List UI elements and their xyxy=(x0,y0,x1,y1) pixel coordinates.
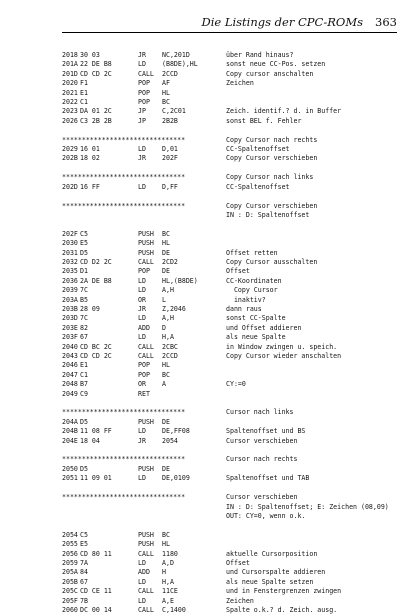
separator-stars: ******************************* xyxy=(62,173,186,182)
comment: aktuelle Cursorposition xyxy=(226,549,318,558)
page-number: 363 xyxy=(375,15,397,29)
opcode-bytes: DA 01 2C xyxy=(80,107,112,116)
mnemonic: JR xyxy=(138,154,146,163)
opcode-bytes: C5 xyxy=(80,229,88,238)
operand: H,A xyxy=(162,333,174,342)
mnemonic: LD xyxy=(138,596,146,605)
operand: Z,2046 xyxy=(162,304,186,313)
opcode-bytes: CD CD 2C xyxy=(80,69,112,78)
comment: Offset retten xyxy=(226,248,278,257)
comment: Zeichen xyxy=(226,596,254,605)
operand: 2054 xyxy=(162,436,178,445)
opcode-bytes: DC 00 14 xyxy=(80,605,112,614)
code-line xyxy=(62,230,402,239)
operand: BC xyxy=(162,98,170,107)
code-line xyxy=(62,361,402,370)
code-line xyxy=(62,597,402,606)
opcode-bytes: 7C xyxy=(80,314,88,323)
operand: (B8DE),HL xyxy=(162,60,198,69)
assembly-listing xyxy=(62,51,402,615)
address: 202B xyxy=(62,154,78,163)
note-text: IN : D: Spaltenoffset; E: Zeichen (08,09) xyxy=(226,502,389,511)
mnemonic: LD xyxy=(138,474,146,483)
opcode-bytes: CD BC 2C xyxy=(80,342,112,351)
running-title: Die Listings der CPC-ROMs xyxy=(201,15,363,29)
comment: Zeichen xyxy=(226,79,254,88)
operand: 202F xyxy=(162,154,178,163)
section-heading: Copy Cursor nach rechts xyxy=(226,135,318,144)
address: 201D xyxy=(62,69,78,78)
mnemonic: LD xyxy=(138,558,146,567)
address: 2035 xyxy=(62,267,78,276)
mnemonic: JR xyxy=(138,51,146,59)
code-line xyxy=(62,183,402,192)
code-line xyxy=(62,333,402,342)
comment: Cursor verschieben xyxy=(226,436,298,445)
section-separator xyxy=(62,408,402,417)
blank-line xyxy=(62,164,402,173)
blank-line xyxy=(62,399,402,408)
address: 2047 xyxy=(62,370,78,379)
separator-stars: ******************************* xyxy=(62,408,186,417)
operand: DE xyxy=(162,248,170,257)
code-line xyxy=(62,277,402,286)
code-line xyxy=(62,559,402,568)
opcode-bytes: C1 xyxy=(80,98,88,107)
code-line xyxy=(62,286,402,295)
comment: sonst BEL f. Fehler xyxy=(226,116,302,125)
address: 202F xyxy=(62,229,78,238)
address: 2043 xyxy=(62,352,78,360)
opcode-bytes: 84 xyxy=(80,568,88,577)
address: 2046 xyxy=(62,361,78,370)
comment: CY:=0 xyxy=(226,380,246,389)
code-line xyxy=(62,107,402,116)
mnemonic: PUSH xyxy=(138,417,154,426)
address: 2021 xyxy=(62,88,78,97)
opcode-bytes: E5 xyxy=(80,239,88,248)
code-line xyxy=(62,98,402,107)
code-line xyxy=(62,465,402,474)
comment: und in Fenstergrenzen zwingen xyxy=(226,587,342,596)
mnemonic: POP xyxy=(138,370,150,379)
code-line xyxy=(62,343,402,352)
opcode-bytes: 28 09 xyxy=(80,304,100,313)
code-line xyxy=(62,606,402,615)
operand: A xyxy=(162,380,166,389)
opcode-bytes: D5 xyxy=(80,248,88,257)
blank-line xyxy=(62,220,402,229)
operand: 2CD2 xyxy=(162,257,178,266)
code-line xyxy=(62,51,402,60)
address: 203B xyxy=(62,304,78,313)
code-line xyxy=(62,89,402,98)
comment: inaktiv? xyxy=(226,295,266,304)
mnemonic: JP xyxy=(138,116,146,125)
opcode-bytes: F1 xyxy=(80,79,88,88)
address: 205C xyxy=(62,587,78,596)
operand: H xyxy=(162,568,166,577)
code-line xyxy=(62,79,402,88)
operand: HL xyxy=(162,540,170,549)
code-line xyxy=(62,117,402,126)
opcode-bytes: 11 09 01 xyxy=(80,474,112,483)
comment: dann raus xyxy=(226,304,262,313)
operand: D xyxy=(162,323,166,332)
code-line xyxy=(62,578,402,587)
comment: CC-Spaltenoffset xyxy=(226,182,290,191)
mnemonic: LD xyxy=(138,286,146,295)
operand: 2B2B xyxy=(162,116,178,125)
comment: Spaltenoffset und TAB xyxy=(226,474,310,483)
address: 2039 xyxy=(62,286,78,295)
mnemonic: LD xyxy=(138,333,146,342)
mnemonic: PUSH xyxy=(138,464,154,473)
address: 205B xyxy=(62,577,78,586)
code-line xyxy=(62,249,402,258)
mnemonic: LD xyxy=(138,427,146,436)
operand: NC,201D xyxy=(162,51,190,59)
operand: HL xyxy=(162,88,170,97)
section-separator xyxy=(62,202,402,211)
blank-line xyxy=(62,521,402,530)
address: 2026 xyxy=(62,116,78,125)
address: 2032 xyxy=(62,257,78,266)
address: 2048 xyxy=(62,380,78,389)
operand: A,H xyxy=(162,314,174,323)
opcode-bytes: C1 xyxy=(80,370,88,379)
address: 2060 xyxy=(62,605,78,614)
operand: BC xyxy=(162,530,170,539)
opcode-bytes: CD CE 11 xyxy=(80,587,112,596)
code-line xyxy=(62,239,402,248)
section-heading: Cursor nach links xyxy=(226,408,294,417)
code-line xyxy=(62,314,402,323)
code-line xyxy=(62,296,402,305)
operand: BC xyxy=(162,229,170,238)
address: 2031 xyxy=(62,248,78,257)
blank-line xyxy=(62,192,402,201)
mnemonic: PUSH xyxy=(138,530,154,539)
section-heading: Cursor nach rechts xyxy=(226,455,298,464)
comment: Offset xyxy=(226,267,250,276)
separator-stars: ******************************* xyxy=(62,201,186,210)
comment: und Offset addieren xyxy=(226,323,302,332)
address: 204E xyxy=(62,436,78,445)
section-separator xyxy=(62,493,402,502)
opcode-bytes: 7A xyxy=(80,558,88,567)
blank-line xyxy=(62,446,402,455)
page-header xyxy=(62,14,397,33)
comment: und Cursorspalte addieren xyxy=(226,568,326,577)
mnemonic: PUSH xyxy=(138,239,154,248)
operand: 2CCD xyxy=(162,69,178,78)
comment: Spalte o.k.? d. Zeich. ausg. xyxy=(226,605,338,614)
mnemonic: LD xyxy=(138,145,146,154)
comment: Copy Cursor verschieben xyxy=(226,154,318,163)
separator-stars: ******************************* xyxy=(62,455,186,464)
mnemonic: LD xyxy=(138,60,146,69)
note-text: IN : D: Spaltenoffset xyxy=(226,210,310,219)
operand: AF xyxy=(162,79,170,88)
comment: Copy Cursor ausschalten xyxy=(226,257,318,266)
comment: als neue Spalte xyxy=(226,333,286,342)
code-line xyxy=(62,267,402,276)
opcode-bytes: C9 xyxy=(80,389,88,398)
mnemonic: POP xyxy=(138,88,150,97)
comment: Copy Cursor wieder anschalten xyxy=(226,352,342,360)
opcode-bytes: 18 04 xyxy=(80,436,100,445)
address: 2055 xyxy=(62,540,78,549)
code-line xyxy=(62,60,402,69)
address: 2059 xyxy=(62,558,78,567)
address: 2054 xyxy=(62,530,78,539)
opcode-bytes: E1 xyxy=(80,88,88,97)
mnemonic: JR xyxy=(138,436,146,445)
mnemonic: PUSH xyxy=(138,540,154,549)
operand: HL xyxy=(162,361,170,370)
code-line xyxy=(62,427,402,436)
mnemonic: JR xyxy=(138,304,146,313)
mnemonic: ADD xyxy=(138,568,150,577)
separator-stars: ******************************* xyxy=(62,493,186,502)
mnemonic: LD xyxy=(138,182,146,191)
opcode-bytes: E5 xyxy=(80,540,88,549)
comment: Offset xyxy=(226,558,250,567)
mnemonic: CALL xyxy=(138,342,154,351)
comment: über Rand hinaus? xyxy=(226,51,294,59)
address: 2023 xyxy=(62,107,78,116)
operand: HL xyxy=(162,239,170,248)
opcode-bytes: 16 01 xyxy=(80,145,100,154)
mnemonic: CALL xyxy=(138,605,154,614)
mnemonic: CALL xyxy=(138,257,154,266)
operand: A,H xyxy=(162,286,174,295)
address: 205F xyxy=(62,596,78,605)
code-line xyxy=(62,258,402,267)
comment: Copy Cursor xyxy=(226,286,278,295)
section-note xyxy=(62,512,402,521)
address: 203E xyxy=(62,323,78,332)
code-line xyxy=(62,540,402,549)
address: 2022 xyxy=(62,98,78,107)
code-line xyxy=(62,154,402,163)
opcode-bytes: 18 02 xyxy=(80,154,100,163)
section-separator xyxy=(62,173,402,182)
opcode-bytes: B5 xyxy=(80,295,88,304)
operand: 1180 xyxy=(162,549,178,558)
operand: 2CBC xyxy=(162,342,178,351)
operand: L xyxy=(162,295,166,304)
code-line xyxy=(62,474,402,483)
opcode-bytes: 7B xyxy=(80,596,88,605)
address: 203F xyxy=(62,333,78,342)
code-line xyxy=(62,305,402,314)
comment: CC-Spaltenoffset xyxy=(226,145,290,154)
address: 204B xyxy=(62,427,78,436)
code-line xyxy=(62,145,402,154)
operand: C,2C01 xyxy=(162,107,186,116)
opcode-bytes: 11 08 FF xyxy=(80,427,112,436)
mnemonic: RET xyxy=(138,389,150,398)
section-separator xyxy=(62,455,402,464)
opcode-bytes: 30 03 xyxy=(80,51,100,59)
code-line xyxy=(62,390,402,399)
address: 202D xyxy=(62,182,78,191)
address: 2056 xyxy=(62,549,78,558)
operand: 2CCD xyxy=(162,352,178,360)
code-line xyxy=(62,371,402,380)
code-line xyxy=(62,418,402,427)
opcode-bytes: 67 xyxy=(80,577,88,586)
code-line xyxy=(62,380,402,389)
comment: in Window zwingen u. speich. xyxy=(226,342,338,351)
address: 203D xyxy=(62,314,78,323)
address: 205A xyxy=(62,568,78,577)
operand: DE,FF08 xyxy=(162,427,190,436)
mnemonic: POP xyxy=(138,361,150,370)
address: 204A xyxy=(62,417,78,426)
comment: Copy cursor anschalten xyxy=(226,69,314,78)
mnemonic: LD xyxy=(138,577,146,586)
opcode-bytes: 67 xyxy=(80,333,88,342)
code-line xyxy=(62,352,402,361)
opcode-bytes: C5 xyxy=(80,530,88,539)
comment: Zeich. identif.? d. in Buffer xyxy=(226,107,342,116)
address: 201A xyxy=(62,60,78,69)
section-note xyxy=(62,211,402,220)
mnemonic: POP xyxy=(138,98,150,107)
operand: H,A xyxy=(162,577,174,586)
mnemonic: POP xyxy=(138,79,150,88)
code-line xyxy=(62,587,402,596)
operand: D,FF xyxy=(162,182,178,191)
address: 2020 xyxy=(62,79,78,88)
opcode-bytes: 2A DE B8 xyxy=(80,276,112,285)
section-separator xyxy=(62,136,402,145)
code-line xyxy=(62,531,402,540)
blank-line xyxy=(62,126,402,135)
opcode-bytes: C3 2B 2B xyxy=(80,116,112,125)
operand: 11CE xyxy=(162,587,178,596)
section-heading: Copy Cursor nach links xyxy=(226,173,314,182)
opcode-bytes: 7C xyxy=(80,286,88,295)
operand: A,D xyxy=(162,558,174,567)
opcode-bytes: D1 xyxy=(80,267,88,276)
opcode-bytes: 22 DE B8 xyxy=(80,60,112,69)
address: 2051 xyxy=(62,474,78,483)
operand: DE xyxy=(162,267,170,276)
operand: DE xyxy=(162,417,170,426)
opcode-bytes: B7 xyxy=(80,380,88,389)
blank-line xyxy=(62,484,402,493)
mnemonic: CALL xyxy=(138,352,154,360)
mnemonic: ADD xyxy=(138,323,150,332)
operand: C,1400 xyxy=(162,605,186,614)
code-line xyxy=(62,550,402,559)
address: 2049 xyxy=(62,389,78,398)
operand: HL,(B8DE) xyxy=(162,276,198,285)
mnemonic: POP xyxy=(138,267,150,276)
section-heading: Copy Cursor verschieben xyxy=(226,201,318,210)
mnemonic: JP xyxy=(138,107,146,116)
opcode-bytes: D5 xyxy=(80,464,88,473)
section-note xyxy=(62,503,402,512)
comment: sonst CC-Spalte xyxy=(226,314,286,323)
mnemonic: LD xyxy=(138,314,146,323)
operand: DE,0109 xyxy=(162,474,190,483)
operand: BC xyxy=(162,370,170,379)
operand: D,01 xyxy=(162,145,178,154)
code-line xyxy=(62,568,402,577)
mnemonic: PUSH xyxy=(138,248,154,257)
opcode-bytes: CD CD 2C xyxy=(80,352,112,360)
address: 2036 xyxy=(62,276,78,285)
separator-stars: ******************************* xyxy=(62,135,186,144)
opcode-bytes: 16 FF xyxy=(80,182,100,191)
address: 2018 xyxy=(62,51,78,59)
mnemonic: CALL xyxy=(138,69,154,78)
mnemonic: PUSH xyxy=(138,229,154,238)
code-line xyxy=(62,324,402,333)
address: 2030 xyxy=(62,239,78,248)
address: 2050 xyxy=(62,464,78,473)
opcode-bytes: 82 xyxy=(80,323,88,332)
address: 203A xyxy=(62,295,78,304)
comment: als neue Spalte setzen xyxy=(226,577,314,586)
comment: Spaltenoffset und BS xyxy=(226,427,306,436)
mnemonic: OR xyxy=(138,380,146,389)
mnemonic: LD xyxy=(138,276,146,285)
address: 2029 xyxy=(62,145,78,154)
operand: A,E xyxy=(162,596,174,605)
mnemonic: CALL xyxy=(138,549,154,558)
mnemonic: CALL xyxy=(138,587,154,596)
comment: sonst neue CC-Pos. setzen xyxy=(226,60,326,69)
opcode-bytes: E1 xyxy=(80,361,88,370)
opcode-bytes: CD D2 2C xyxy=(80,257,112,266)
address: 2040 xyxy=(62,342,78,351)
mnemonic: OR xyxy=(138,295,146,304)
opcode-bytes: D5 xyxy=(80,417,88,426)
opcode-bytes: CD 80 11 xyxy=(80,549,112,558)
code-line xyxy=(62,437,402,446)
operand: DE xyxy=(162,464,170,473)
comment: CC-Koordinaten xyxy=(226,276,282,285)
note-text: OUT: CY=0, wenn o.k. xyxy=(226,511,306,520)
section-heading: Cursor verschieben xyxy=(226,493,298,502)
code-line xyxy=(62,70,402,79)
